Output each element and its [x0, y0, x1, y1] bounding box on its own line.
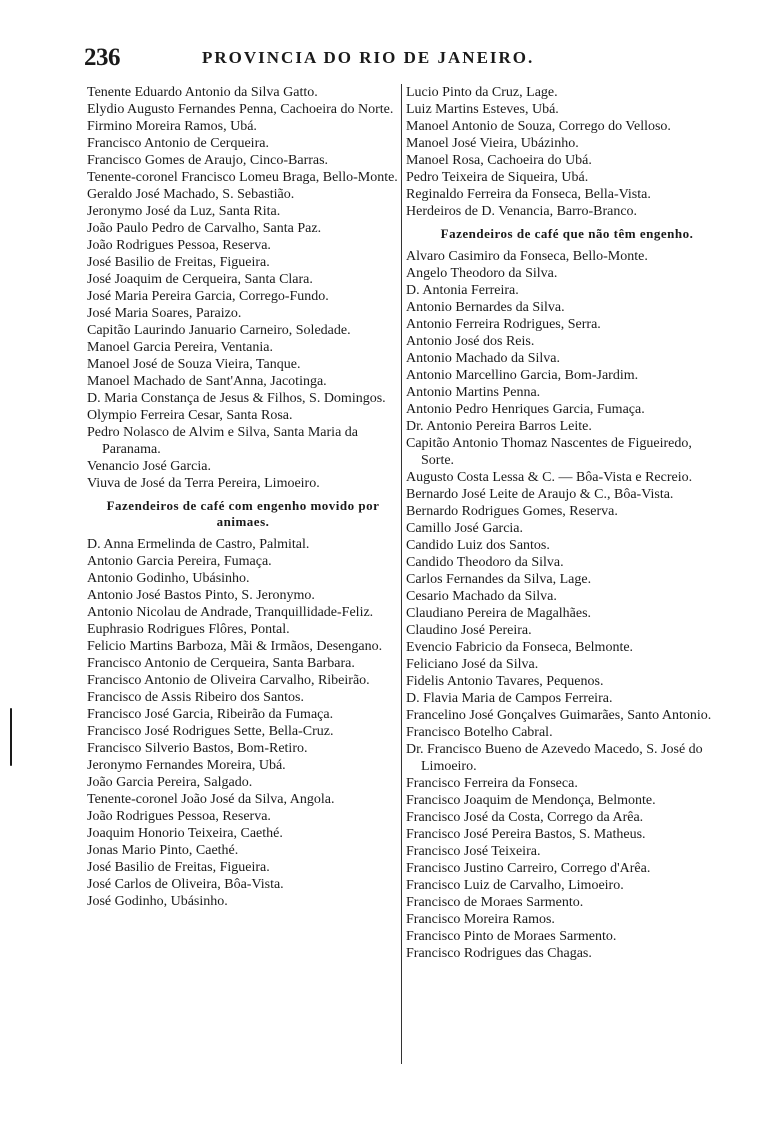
right-entries-bottom — [406, 248, 728, 962]
section-heading-com-engenho: Fazendeiros de café com engenho movido por animaes. — [106, 498, 380, 529]
list-entry: Antonio Garcia Pereira, Fumaça. — [87, 554, 272, 569]
list-entry: Antonio Marcellino Garcia, Bom-Jardim. — [406, 368, 639, 383]
list-entry: Bernardo José Leite de Araujo & C., Bôa-Vista. — [406, 487, 674, 502]
list-entry: Pedro Nolasco de Alvim e Silva, Santa Maria da Paranama. — [87, 425, 358, 457]
list-entry: Manoel Antonio de Souza, Corrego do Velloso. — [406, 119, 671, 134]
list-entry: Cesario Machado da Silva. — [406, 589, 557, 604]
list-entry: Reginaldo Ferreira da Fonseca, Bella-Vista. — [406, 187, 651, 202]
list-entry: Antonio Martins Penna. — [406, 385, 541, 400]
list-entry: Francisco José Pereira Bastos, S. Matheus. — [406, 827, 646, 842]
list-entry: Augusto Costa Lessa & C. — Bôa-Vista e Recreio. — [406, 470, 693, 485]
list-entry: Antonio Godinho, Ubásinho. — [87, 571, 250, 586]
list-entry: Capitão Antonio Thomaz Nascentes de Figueiredo, Sorte. — [406, 436, 692, 468]
list-entry: Candido Luiz dos Santos. — [406, 538, 550, 553]
list-entry: José Maria Pereira Garcia, Corrego-Fundo. — [87, 289, 329, 304]
list-entry: Francisco Moreira Ramos. — [406, 912, 555, 927]
list-entry: Angelo Theodoro da Silva. — [406, 266, 558, 281]
page-number: 236 — [84, 44, 120, 71]
list-entry: Claudino José Pereira. — [406, 623, 532, 638]
list-entry: Jeronymo José da Luz, Santa Rita. — [87, 204, 281, 219]
list-entry: Dr. Francisco Bueno de Azevedo Macedo, S. José do Limoeiro. — [406, 742, 703, 774]
list-entry: D. Antonia Ferreira. — [406, 283, 519, 298]
list-entry: Capitão Laurindo Januario Carneiro, Soledade. — [87, 323, 351, 338]
list-entry: Bernardo Rodrigues Gomes, Reserva. — [406, 504, 618, 519]
list-entry: Venancio José Garcia. — [87, 459, 212, 474]
list-entry: Pedro Teixeira de Siqueira, Ubá. — [406, 170, 589, 185]
list-entry: Olympio Ferreira Cesar, Santa Rosa. — [87, 408, 293, 423]
list-entry: Manoel Rosa, Cachoeira do Ubá. — [406, 153, 592, 168]
list-entry: Alvaro Casimiro da Fonseca, Bello-Monte. — [406, 249, 648, 264]
list-entry: Antonio José Bastos Pinto, S. Jeronymo. — [87, 588, 315, 603]
list-entry: Francelino José Gonçalves Guimarães, Santo Antonio. — [406, 708, 712, 723]
list-entry: Francisco Pinto de Moraes Sarmento. — [406, 929, 617, 944]
list-entry: Tenente-coronel João José da Silva, Angola. — [87, 792, 335, 807]
right-column — [406, 84, 728, 962]
list-entry: José Joaquim de Cerqueira, Santa Clara. — [87, 272, 313, 287]
running-title: PROVINCIA DO RIO DE JANEIRO. — [202, 48, 535, 67]
list-entry: Feliciano José da Silva. — [406, 657, 539, 672]
section-heading-sem-engenho: Fazendeiros de café que não têm engenho. — [440, 226, 694, 241]
list-entry: Francisco Antonio de Cerqueira. — [87, 136, 269, 151]
list-entry: Viuva de José da Terra Pereira, Limoeiro. — [87, 476, 320, 491]
list-entry: Geraldo José Machado, S. Sebastião. — [87, 187, 295, 202]
list-entry: Francisco Joaquim de Mendonça, Belmonte. — [406, 793, 656, 808]
list-entry: D. Anna Ermelinda de Castro, Palmital. — [87, 537, 310, 552]
list-entry: João Rodrigues Pessoa, Reserva. — [87, 238, 271, 253]
list-entry: João Paulo Pedro de Carvalho, Santa Paz. — [87, 221, 322, 236]
list-entry: Francisco José da Costa, Corrego da Arêa. — [406, 810, 644, 825]
list-entry: Antonio Nicolau de Andrade, Tranquillidade-Feliz. — [87, 605, 374, 620]
list-entry: José Maria Soares, Paraizo. — [87, 306, 242, 321]
list-entry: João Rodrigues Pessoa, Reserva. — [87, 809, 271, 824]
list-entry: Francisco José Teixeira. — [406, 844, 541, 859]
list-entry: D. Flavia Maria de Campos Ferreira. — [406, 691, 613, 706]
page-header — [84, 44, 724, 74]
list-entry: Joaquim Honorio Teixeira, Caethé. — [87, 826, 283, 841]
list-entry: Tenente Eduardo Antonio da Silva Gatto. — [87, 85, 318, 100]
right-entries-top — [406, 84, 728, 220]
list-entry: Carlos Fernandes da Silva, Lage. — [406, 572, 592, 587]
list-entry: Elydio Augusto Fernandes Penna, Cachoeira do Norte. — [87, 102, 394, 117]
left-entries-bottom — [87, 536, 399, 910]
list-entry: Francisco Luiz de Carvalho, Limoeiro. — [406, 878, 624, 893]
list-entry: Francisco Justino Carreiro, Corrego d'Arêa. — [406, 861, 651, 876]
list-entry: Francisco Rodrigues das Chagas. — [406, 946, 592, 961]
list-entry: Antonio Machado da Silva. — [406, 351, 560, 366]
list-entry: Francisco de Assis Ribeiro dos Santos. — [87, 690, 304, 705]
margin-mark — [10, 708, 12, 766]
list-entry: Antonio Bernardes da Silva. — [406, 300, 565, 315]
list-entry: Tenente-coronel Francisco Lomeu Braga, Bello-Monte. — [87, 170, 398, 185]
list-entry: Herdeiros de D. Venancia, Barro-Branco. — [406, 204, 638, 219]
list-entry: Francisco Ferreira da Fonseca. — [406, 776, 578, 791]
list-entry: Fidelis Antonio Tavares, Pequenos. — [406, 674, 604, 689]
list-entry: Firmino Moreira Ramos, Ubá. — [87, 119, 257, 134]
list-entry: Camillo José Garcia. — [406, 521, 524, 536]
list-entry: José Godinho, Ubásinho. — [87, 894, 228, 909]
column-divider — [401, 84, 402, 1064]
list-entry: José Basilio de Freitas, Figueira. — [87, 255, 270, 270]
list-entry: Antonio Pedro Henriques Garcia, Fumaça. — [406, 402, 645, 417]
list-entry: Candido Theodoro da Silva. — [406, 555, 564, 570]
list-entry: Francisco Gomes de Araujo, Cinco-Barras. — [87, 153, 329, 168]
list-entry: Euphrasio Rodrigues Flôres, Pontal. — [87, 622, 290, 637]
list-entry: Dr. Antonio Pereira Barros Leite. — [406, 419, 592, 434]
list-entry: Jonas Mario Pinto, Caethé. — [87, 843, 239, 858]
list-entry: Lucio Pinto da Cruz, Lage. — [406, 85, 558, 100]
list-entry: Evencio Fabricio da Fonseca, Belmonte. — [406, 640, 634, 655]
list-entry: Jeronymo Fernandes Moreira, Ubá. — [87, 758, 286, 773]
list-entry: Francisco de Moraes Sarmento. — [406, 895, 584, 910]
list-entry: Francisco José Rodrigues Sette, Bella-Cruz. — [87, 724, 334, 739]
list-entry: Felicio Martins Barboza, Mãi & Irmãos, Desengano. — [87, 639, 383, 654]
list-entry: José Basilio de Freitas, Figueira. — [87, 860, 270, 875]
list-entry: Luiz Martins Esteves, Ubá. — [406, 102, 559, 117]
list-entry: Antonio José dos Reis. — [406, 334, 535, 349]
list-entry: Manoel José de Souza Vieira, Tanque. — [87, 357, 301, 372]
list-entry: Francisco Antonio de Oliveira Carvalho, Ribeirão. — [87, 673, 370, 688]
list-entry: Francisco José Garcia, Ribeirão da Fumaça. — [87, 707, 334, 722]
list-entry: Francisco Antonio de Cerqueira, Santa Barbara. — [87, 656, 355, 671]
list-entry: Manoel José Vieira, Ubázinho. — [406, 136, 579, 151]
list-entry: D. Maria Constança de Jesus & Filhos, S. Domingos. — [87, 391, 386, 406]
list-entry: João Garcia Pereira, Salgado. — [87, 775, 253, 790]
list-entry: José Carlos de Oliveira, Bôa-Vista. — [87, 877, 284, 892]
list-entry: Antonio Ferreira Rodrigues, Serra. — [406, 317, 601, 332]
list-entry: Francisco Botelho Cabral. — [406, 725, 553, 740]
list-entry: Manoel Machado de Sant'Anna, Jacotinga. — [87, 374, 327, 389]
list-entry: Claudiano Pereira de Magalhães. — [406, 606, 592, 621]
list-entry: Manoel Garcia Pereira, Ventania. — [87, 340, 273, 355]
left-column — [87, 84, 399, 910]
left-entries-top — [87, 84, 399, 492]
list-entry: Francisco Silverio Bastos, Bom-Retiro. — [87, 741, 308, 756]
